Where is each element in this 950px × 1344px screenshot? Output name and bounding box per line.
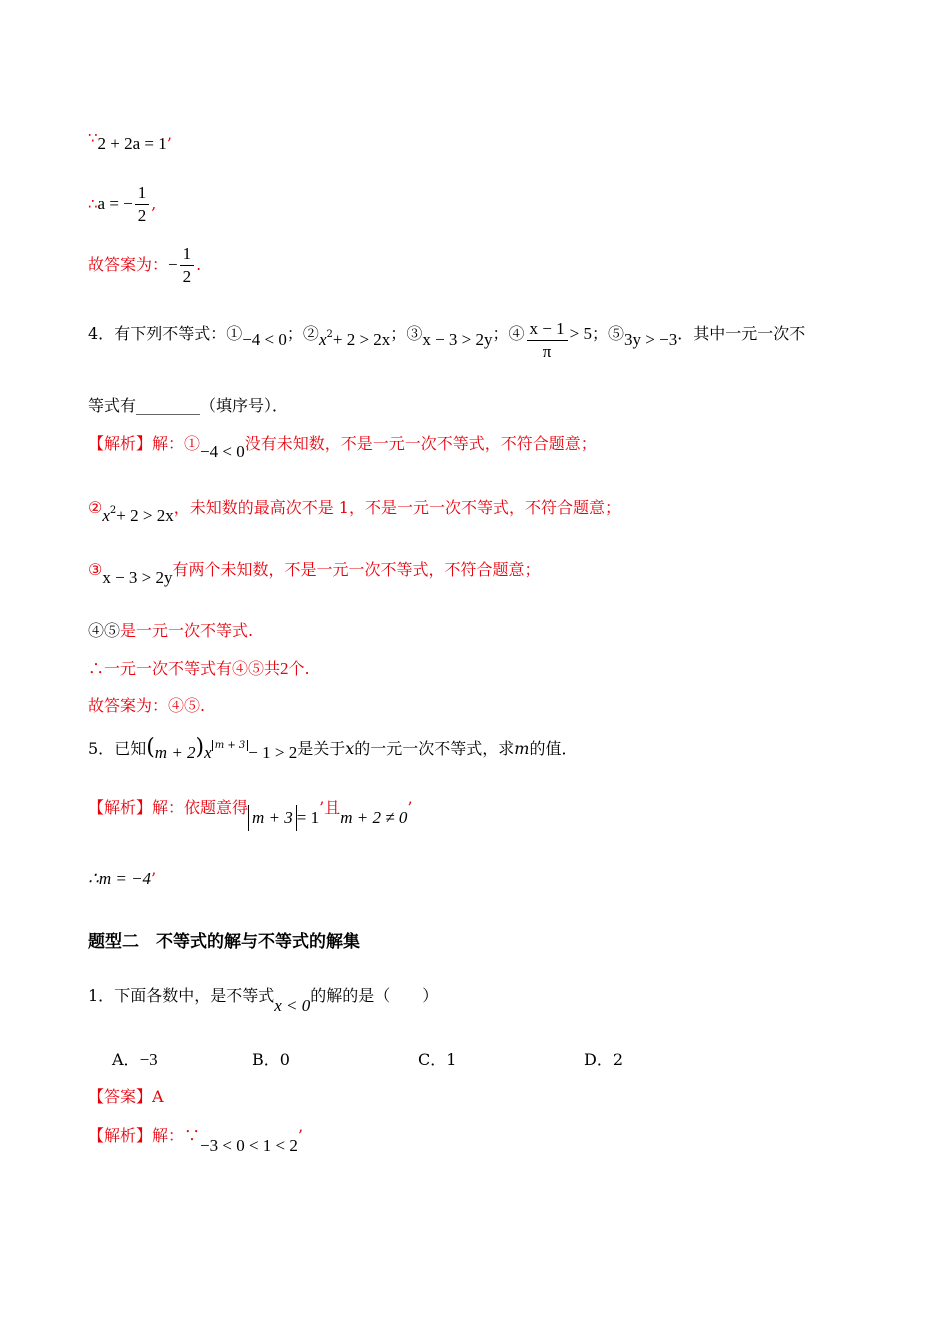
answer-tag: 【答案】 (88, 1087, 153, 1106)
question-4-line2: 等式有________（填序号）． (88, 396, 289, 415)
therefore-symbol: ∴ (88, 195, 98, 213)
equation-lhs: a = − (97, 194, 133, 213)
question-number: 5． (88, 739, 115, 758)
analysis-tag: 【解析】 (88, 1126, 153, 1145)
section-title: 题型二 不等式的解与不等式的解集 (88, 932, 360, 952)
analysis-4-line6: 故答案为：④⑤. (88, 696, 206, 715)
question-1: 1．下面各数中，是不等式x < 0的解的是（ ） (88, 986, 439, 1015)
analysis-4-line4: ④⑤是一元一次不等式. (88, 621, 254, 640)
analysis-4-line1: 【解析】解：①−4 < 0没有未知数，不是一元一次不等式，不符合题意； (88, 434, 597, 461)
since-symbol: ∵ (88, 129, 98, 147)
option-c[interactable]: C．1 (418, 1050, 457, 1069)
equation: 2 + 2a = 1 (97, 134, 167, 153)
question-number: 4． (88, 324, 115, 343)
question-number: 1． (88, 986, 115, 1005)
answer-1: 【答案】A (88, 1087, 164, 1106)
conclusion-5: ∴m = −4’ (88, 869, 157, 888)
fraction: $\frac{x - 1}{\pi}$ (527, 318, 568, 363)
question-4: 4．有下列不等式：①−4 < 0；②x2+ 2 > 2x；③x − 3 > 2y；④ $\frac{x - 1}{\pi}$ > 5；⑤3y > −3．其中一元一次不 (88, 319, 806, 361)
question-intro: 有下列不等式： (114, 324, 227, 343)
analysis-1: 【解析】解：∵−3 < 0 < 1 < 2’ (88, 1126, 303, 1155)
step-therefore: ∴a = − $\frac{1}{2}$ , (88, 183, 157, 225)
analysis-tag: 【解析】 (88, 798, 153, 817)
step-since: ∵2 + 2a = 1’ (88, 129, 172, 153)
analysis-4-line2: ②x2+ 2 > 2x，未知数的最高次不是 1，不是一元一次不等式，不符合题意； (88, 498, 621, 525)
answer-blank: ________ (136, 396, 201, 415)
answer-label: 故答案为： (88, 255, 169, 274)
question-tail: 其中一元一次不 (693, 324, 806, 343)
option-d[interactable]: D．2 (584, 1050, 624, 1069)
answer-fraction: $\frac{1}{2}$ (180, 243, 195, 288)
question-5: 5．已知(m + 2)x $^{m + 3}$ − 1 > 2是关于x的一元一次不等式，求m的值． (88, 735, 578, 762)
option-a[interactable]: A．−3 (112, 1050, 158, 1069)
answer-line: 故答案为：− $\frac{1}{2}$ . (88, 244, 202, 286)
fraction: $\frac{1}{2}$ (135, 182, 150, 227)
analysis-4-line5: ∴一元一次不等式有④⑤共2个. (88, 659, 310, 678)
analysis-4-line3: ③x − 3 > 2y有两个未知数，不是一元一次不等式，不符合题意； (88, 560, 541, 587)
analysis-5: 【解析】解：依题意得m + 3 = 1’且m + 2 ≠ 0’ (88, 798, 412, 831)
option-b[interactable]: B．0 (252, 1050, 290, 1069)
answer-sign: − (168, 255, 178, 274)
analysis-tag: 【解析】 (88, 434, 153, 453)
